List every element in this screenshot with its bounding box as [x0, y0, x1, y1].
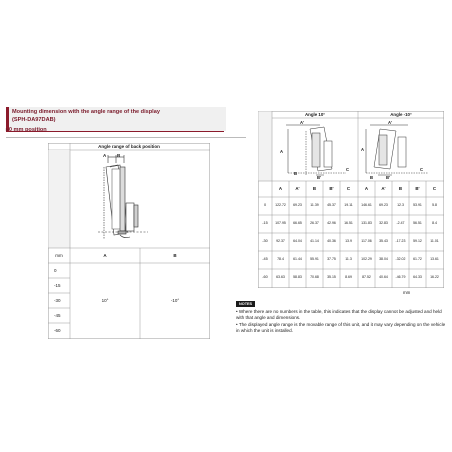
angle-minus10-caption: Angle -10° [390, 112, 412, 117]
diag-right-label: B [370, 175, 374, 180]
table-cell: 35.43 [379, 239, 388, 243]
diag-left-label: C [346, 167, 350, 172]
table-cell: 92.37 [276, 239, 285, 243]
table-cell: 11.01 [430, 239, 439, 243]
table-cell: 66.65 [293, 221, 302, 225]
unit-label: mm [403, 290, 411, 295]
value-b: -10° [170, 298, 180, 303]
diag-left-label: B' [317, 175, 322, 180]
table-cell: 64.33 [413, 275, 422, 279]
table-cell: 13.9 [345, 239, 352, 243]
row-mm-label: -30 [262, 239, 268, 243]
table-cell: 40.36 [327, 239, 336, 243]
page-title-line2: (SPH-DA97DAB) [12, 117, 56, 123]
table-cell: 61.72 [413, 257, 422, 261]
note-text: The displayed angle range is the movable range of this unit, and it may vary depending on the vehicle in which the unit is installed. [236, 322, 446, 333]
table-cell: 12.3 [397, 203, 404, 207]
col-header: A [364, 186, 369, 191]
row-label: -45 [54, 313, 61, 318]
table-cell: 40.64 [379, 275, 388, 279]
col-header: B' [415, 186, 420, 191]
angle-dimension-table-grid [258, 111, 444, 288]
table-cell: 37.75 [327, 257, 336, 261]
table-cell: 87.52 [362, 275, 371, 279]
table-cell: 63.63 [276, 275, 285, 279]
diag-right-label: B' [386, 175, 391, 180]
page-title-line1: Mounting dimension with the angle range of the display [12, 109, 160, 115]
table-cell: 11.3 [345, 257, 352, 261]
table-cell: 16.51 [344, 221, 353, 225]
table-cell: 5.8 [432, 203, 437, 207]
section-heading: ▸0 mm position [6, 127, 47, 133]
col-header: B' [329, 186, 334, 191]
table-cell: 131.83 [361, 221, 372, 225]
section-heading-text: 0 mm position [8, 127, 47, 133]
back-position-table-grid [48, 143, 210, 339]
table-cell: 56.51 [413, 221, 422, 225]
diag-right-label: C [420, 167, 424, 172]
diag-right-label: A' [388, 120, 393, 125]
row-label: -15 [54, 283, 61, 288]
page-title [12, 108, 227, 124]
table-cell: 19.11 [344, 203, 353, 207]
row-mm-label: -45 [262, 257, 268, 261]
table-cell: 107.95 [275, 221, 286, 225]
diagram-label-b: B [117, 153, 121, 158]
table-cell: 59.12 [413, 239, 422, 243]
table-cell: 70.68 [310, 275, 319, 279]
angle-10-caption: Angle 10° [304, 112, 326, 117]
col-header: A' [381, 186, 386, 191]
table-cell: 69.23 [379, 203, 388, 207]
table-cell: 8.69 [345, 275, 352, 279]
col-header: B [398, 186, 403, 191]
angle-10-diagram [286, 125, 346, 175]
table-cell: 53.91 [413, 203, 422, 207]
col-header: B [312, 186, 317, 191]
table-cell: 64.04 [293, 239, 302, 243]
table-cell: 41.14 [310, 239, 319, 243]
row-mm-label: -60 [262, 275, 268, 279]
table-cell: 11.39 [310, 203, 319, 207]
diag-left-label: B [294, 171, 298, 176]
table-cell: 45.37 [327, 203, 336, 207]
table-cell: 35.15 [327, 275, 336, 279]
table-cell: 58.83 [293, 275, 302, 279]
table-cell: 55.91 [310, 257, 319, 261]
row-mm-label: 0 [263, 203, 267, 207]
row-label: -30 [54, 298, 61, 303]
table-cell: 16.22 [430, 275, 439, 279]
table-cell: 146.61 [361, 203, 372, 207]
table-cell: 38.04 [379, 257, 388, 261]
table-cell: -32.02 [395, 257, 406, 261]
table-cell: 78.4 [277, 257, 284, 261]
table-cell: -2.47 [396, 221, 405, 225]
table-cell: 8.4 [432, 221, 437, 225]
table-cell: 13.61 [430, 257, 439, 261]
col-header-b: B [173, 253, 177, 258]
col-header-mm: mm [55, 253, 63, 258]
table-cell: 122.72 [275, 203, 286, 207]
angle-dimension-table [258, 111, 444, 288]
angle-minus10-diagram [366, 125, 428, 175]
note-text: Where there are no numbers in the table, this indicates that the display cannot be adjusted and held with that angle and dimensions. [236, 309, 442, 320]
note-item: • Where there are no numbers in the table, this indicates that the display cannot be adjusted and held with that angle and dimensions. [236, 309, 442, 320]
table-cell: 117.06 [361, 239, 372, 243]
section-divider [6, 137, 246, 138]
col-header: C [432, 186, 437, 191]
value-a: 10° [101, 298, 109, 303]
row-label: 0 [54, 268, 57, 273]
table-cell: 32.83 [379, 221, 388, 225]
back-position-table [48, 143, 210, 339]
row-mm-label: -15 [262, 221, 268, 225]
col-header: A' [295, 186, 300, 191]
diagram-label-a: A [103, 153, 107, 158]
note-item: • The displayed angle range is the movable range of this unit, and it may vary depending on the vehicle in which the unit is installed. [236, 322, 446, 333]
col-header: C [346, 186, 351, 191]
back-position-caption: Angle range of back position [98, 144, 160, 149]
table-cell: 26.37 [310, 221, 319, 225]
col-header: A [278, 186, 283, 191]
notes-tag: NOTES [236, 301, 255, 307]
row-label: -60 [54, 328, 61, 333]
table-cell: 102.29 [361, 257, 372, 261]
table-cell: 42.96 [327, 221, 336, 225]
table-cell: 61.44 [293, 257, 302, 261]
table-cell: -17.23 [395, 239, 406, 243]
col-header-a: A [103, 253, 107, 258]
diag-left-label: A' [300, 120, 305, 125]
table-cell: -46.79 [395, 275, 406, 279]
table-cell: 69.23 [293, 203, 302, 207]
back-angle-diagram [98, 155, 148, 239]
diag-left-label: A [280, 149, 284, 154]
diag-right-label: A [361, 147, 365, 152]
